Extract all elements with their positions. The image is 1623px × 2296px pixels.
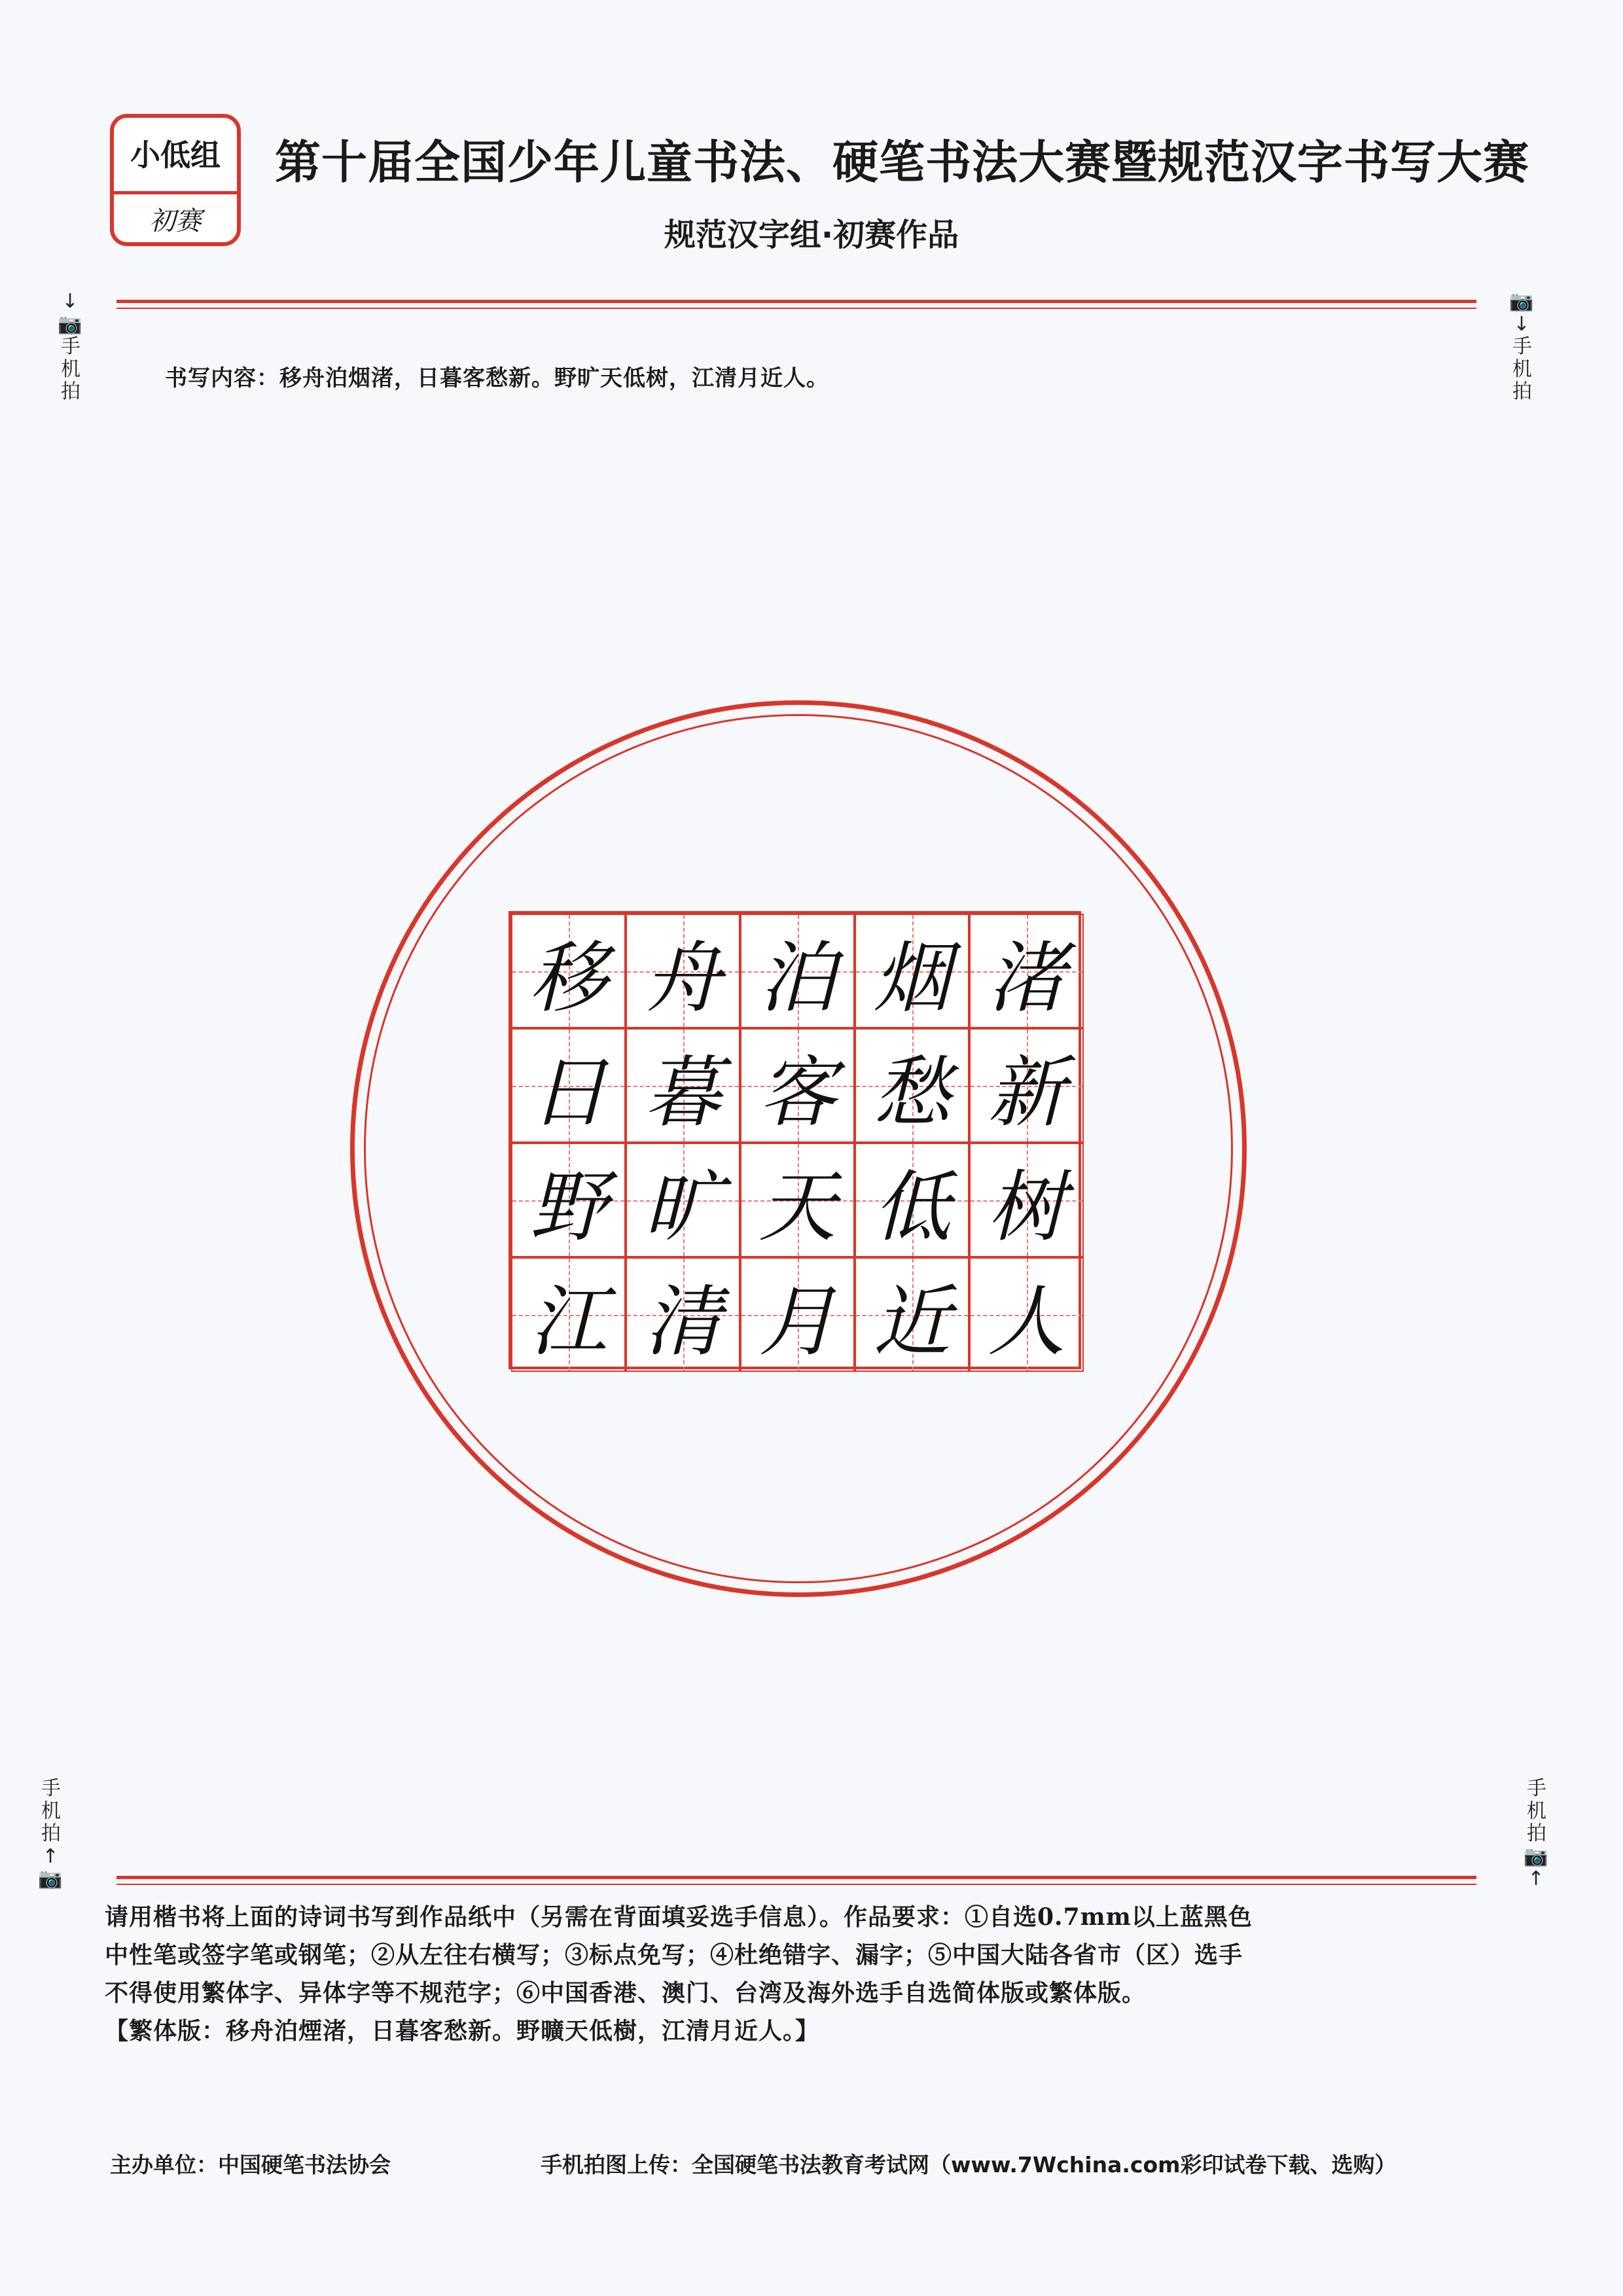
instructions-line: 中性笔或签字笔或钢笔；②从左往右横写；③标点免写；④杜绝错字、漏字；⑤中国大陆各省市（区）选手: [105, 1941, 1243, 1969]
footer-upload-info: 手机拍图上传：全国硬笔书法教育考试网（www.7Wchina.com彩印试卷下载、选购）: [541, 2152, 1397, 2178]
badge-stage-label: 初赛: [149, 206, 202, 236]
grid-cell: 近: [855, 1257, 969, 1372]
camera-up-icon: ↑📷: [38, 1844, 64, 1890]
grid-cell: 野: [511, 1143, 626, 1257]
bottom-double-rule: [116, 1876, 1476, 1889]
page-subtitle: 规范汉字组·初赛作品: [664, 217, 959, 253]
grid-cell: 暮: [626, 1028, 740, 1143]
grid-cell: 舟: [626, 914, 740, 1028]
grid-cell: 渚: [969, 914, 1084, 1028]
instructions-line: 不得使用繁体字、异体字等不规范字；⑥中国香港、澳门、台湾及海外选手自选简体版或繁体版。: [105, 1979, 1147, 2007]
camera-down-icon: ↓📷: [58, 290, 84, 336]
grid-cell: 日: [511, 1028, 626, 1143]
grid-cell: 月: [740, 1257, 855, 1372]
instructions-line: 【繁体版：移舟泊煙渚，日暮客愁新。野曠天低樹，江清月近人。】: [105, 2017, 820, 2045]
grid-cell: 天: [740, 1143, 855, 1257]
grid-cell: 泊: [740, 914, 855, 1028]
top-double-rule: [116, 300, 1476, 313]
grid-cell: 客: [740, 1028, 855, 1143]
grid-cell: 旷: [626, 1143, 740, 1257]
photo-marker-top-right: 📷↓ 手 机 拍: [1503, 291, 1542, 404]
grid-cell: 愁: [855, 1028, 969, 1143]
writing-grid: [508, 911, 1081, 1369]
grid-cell: 低: [855, 1143, 969, 1257]
camera-down-icon: 📷↓: [1509, 290, 1535, 336]
photo-marker-bottom-left: 手 机 拍 ↑📷: [31, 1778, 71, 1891]
grid-cell: 烟: [855, 914, 969, 1028]
grid-cell: 清: [626, 1257, 740, 1372]
footer-organizer: 主办单位：中国硬笔书法协会: [110, 2152, 391, 2178]
grid-cell: 人: [969, 1257, 1084, 1372]
grid-cell: 江: [511, 1257, 626, 1372]
photo-marker-top-left: ↓📷 手 机 拍: [51, 291, 90, 404]
grid-cell: 树: [969, 1143, 1084, 1257]
writing-content: 书写内容：移舟泊烟渚，日暮客愁新。野旷天低树，江清月近人。: [165, 365, 829, 391]
instructions: [105, 1898, 1492, 2050]
grid-cell: 移: [511, 914, 626, 1028]
camera-up-icon: 📷↑: [1524, 1844, 1550, 1890]
photo-marker-bottom-right: 手 机 拍 📷↑: [1517, 1778, 1556, 1891]
grid-cell: 新: [969, 1028, 1084, 1143]
instructions-line: 请用楷书将上面的诗词书写到作品纸中（另需在背面填妥选手信息）。作品要求：①自选0.7mm以上蓝黑色: [105, 1903, 1253, 1931]
badge-divider: [114, 191, 237, 194]
badge-group-label: 小低组: [130, 137, 221, 173]
page-title: 第十届全国少年儿童书法、硬笔书法大赛暨规范汉字书写大赛: [275, 135, 1529, 189]
